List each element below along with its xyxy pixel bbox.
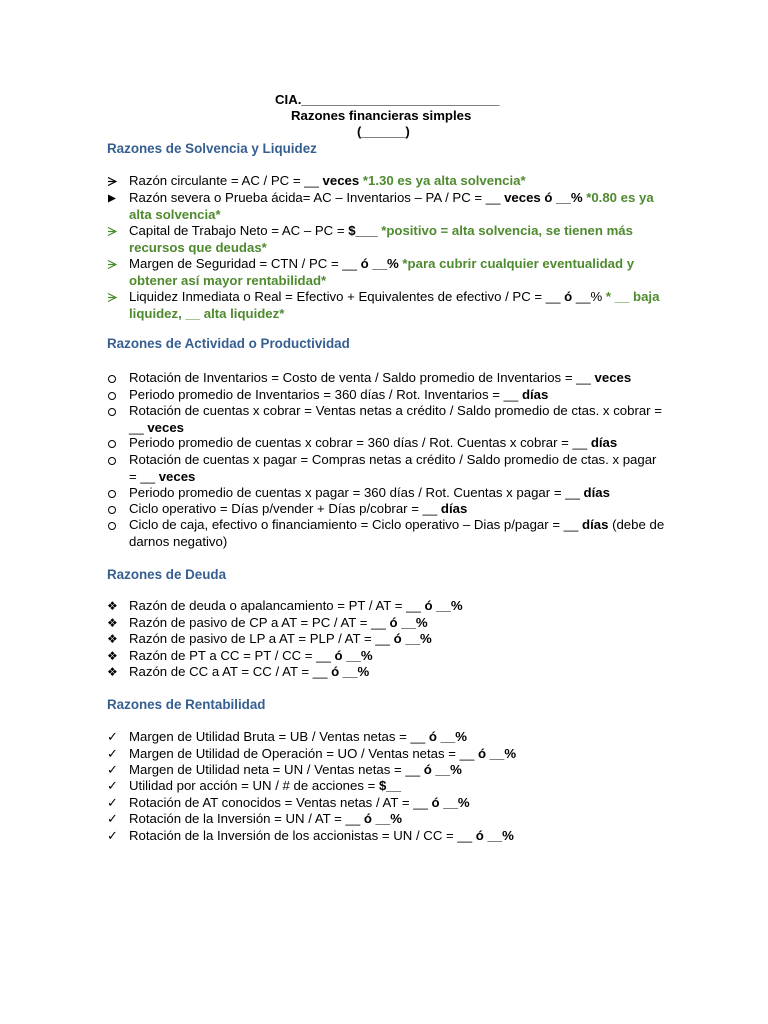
circle-bullet-icon bbox=[108, 375, 116, 383]
list-item: Ciclo operativo = Días p/vender + Días p/cobrar = __ días bbox=[107, 501, 667, 518]
list-item: ✓ Rotación de la Inversión = UN / AT = __ ó __% bbox=[107, 811, 402, 826]
list-item: Razón circulante = AC / PC = __ veces *1.30 es ya alta solvencia* bbox=[107, 173, 667, 190]
list-item: Rotación de Inventarios = Costo de venta / Saldo promedio de Inventarios = __ veces bbox=[107, 370, 667, 387]
section-heading-deuda: Razones de Deuda bbox=[107, 567, 227, 582]
list-item: ❖ Razón de pasivo de LP a AT = PLP / AT = __ ó __% bbox=[107, 631, 432, 646]
list-item: ❖ Razón de deuda o apalancamiento = PT / AT = __ ó __% bbox=[107, 598, 463, 613]
list-item: Liquidez Inmediata o Real = Efectivo + Equivalentes de efectivo / PC = __ ó __% * __ baja liquidez, __ alta liquidez* bbox=[107, 289, 667, 322]
list-item: Rotación de cuentas x pagar = Compras netas a crédito / Saldo promedio de ctas. x pagar = __ veces bbox=[107, 452, 667, 485]
list-item: Razón severa o Prueba ácida= AC – Inventarios – PA / PC = __ veces ó __% *0.80 es ya alta solvencia* bbox=[107, 190, 667, 223]
circle-bullet-icon bbox=[108, 440, 116, 448]
list-item: ✓ Rotación de AT conocidos = Ventas netas / AT = __ ó __% bbox=[107, 795, 470, 810]
check-bullet-icon: ✓ bbox=[107, 828, 118, 843]
arrow-bullet-icon bbox=[107, 223, 127, 236]
circle-bullet-icon bbox=[108, 522, 116, 530]
list-item: ❖ Razón de pasivo de CP a AT = PC / AT = __ ó __% bbox=[107, 615, 428, 630]
date-blank: (______) bbox=[357, 124, 410, 139]
diamond-bullet-icon: ❖ bbox=[107, 665, 118, 679]
list-item: Ciclo de caja, efectivo o financiamiento = Ciclo operativo – Dias p/pagar = __ días (debe de darnos negativo) bbox=[107, 517, 667, 550]
diamond-bullet-icon: ❖ bbox=[107, 632, 118, 646]
circle-bullet-icon bbox=[108, 392, 116, 400]
document-title: Razones financieras simples bbox=[291, 108, 472, 123]
diamond-bullet-icon: ❖ bbox=[107, 649, 118, 663]
list-item: ✓ Margen de Utilidad neta = UN / Ventas netas = __ ó __% bbox=[107, 762, 462, 777]
check-bullet-icon: ✓ bbox=[107, 778, 118, 793]
check-bullet-icon: ✓ bbox=[107, 811, 118, 826]
section-heading-solvencia: Razones de Solvencia y Liquidez bbox=[107, 141, 317, 156]
list-item: Margen de Seguridad = CTN / PC = __ ó __% *para cubrir cualquier eventualidad y obtener así mayor rentabilidad* bbox=[107, 256, 667, 289]
list-item: Capital de Trabajo Neto = AC – PC = $___ *positivo = alta solvencia, se tienen más recursos que deudas* bbox=[107, 223, 667, 256]
list-item: ✓ Margen de Utilidad de Operación = UO / Ventas netas = __ ó __% bbox=[107, 746, 517, 761]
diamond-bullet-icon: ❖ bbox=[107, 616, 118, 630]
company-line: CIA.___________________________ bbox=[275, 92, 500, 107]
check-bullet-icon: ✓ bbox=[107, 762, 118, 777]
arrow-bullet-icon bbox=[107, 256, 127, 269]
list-item: ✓ Margen de Utilidad Bruta = UB / Ventas netas = __ ó __% bbox=[107, 729, 467, 744]
arrow-bullet-icon bbox=[107, 173, 127, 186]
check-bullet-icon: ✓ bbox=[107, 729, 118, 744]
section-heading-actividad: Razones de Actividad o Productividad bbox=[107, 336, 350, 351]
section-heading-rentabilidad: Razones de Rentabilidad bbox=[107, 697, 266, 712]
list-item: Periodo promedio de Inventarios = 360 días / Rot. Inventarios = __ días bbox=[107, 387, 667, 404]
list-item: Periodo promedio de cuentas x pagar = 360 días / Rot. Cuentas x pagar = __ días bbox=[107, 485, 667, 502]
list-item: ✓ Rotación de la Inversión de los accionistas = UN / CC = __ ó __% bbox=[107, 828, 514, 843]
check-bullet-icon: ✓ bbox=[107, 795, 118, 810]
circle-bullet-icon bbox=[108, 490, 116, 498]
circle-bullet-icon bbox=[108, 457, 116, 465]
list-item: ✓ Utilidad por acción = UN / # de acciones = $__ bbox=[107, 778, 401, 793]
list-item: Periodo promedio de cuentas x cobrar = 360 días / Rot. Cuentas x cobrar = __ días bbox=[107, 435, 667, 452]
circle-bullet-icon bbox=[108, 506, 116, 514]
check-bullet-icon: ✓ bbox=[107, 746, 118, 761]
circle-bullet-icon bbox=[108, 408, 116, 416]
list-item: ❖ Razón de CC a AT = CC / AT = __ ó __% bbox=[107, 664, 370, 679]
list-item: Rotación de cuentas x cobrar = Ventas netas a crédito / Saldo promedio de ctas. x cobrar = __ veces bbox=[107, 403, 667, 436]
list-item: ❖ Razón de PT a CC = PT / CC = __ ó __% bbox=[107, 648, 373, 663]
arrow-bullet-icon bbox=[107, 190, 127, 203]
diamond-bullet-icon: ❖ bbox=[107, 599, 118, 613]
arrow-bullet-icon bbox=[107, 289, 127, 302]
